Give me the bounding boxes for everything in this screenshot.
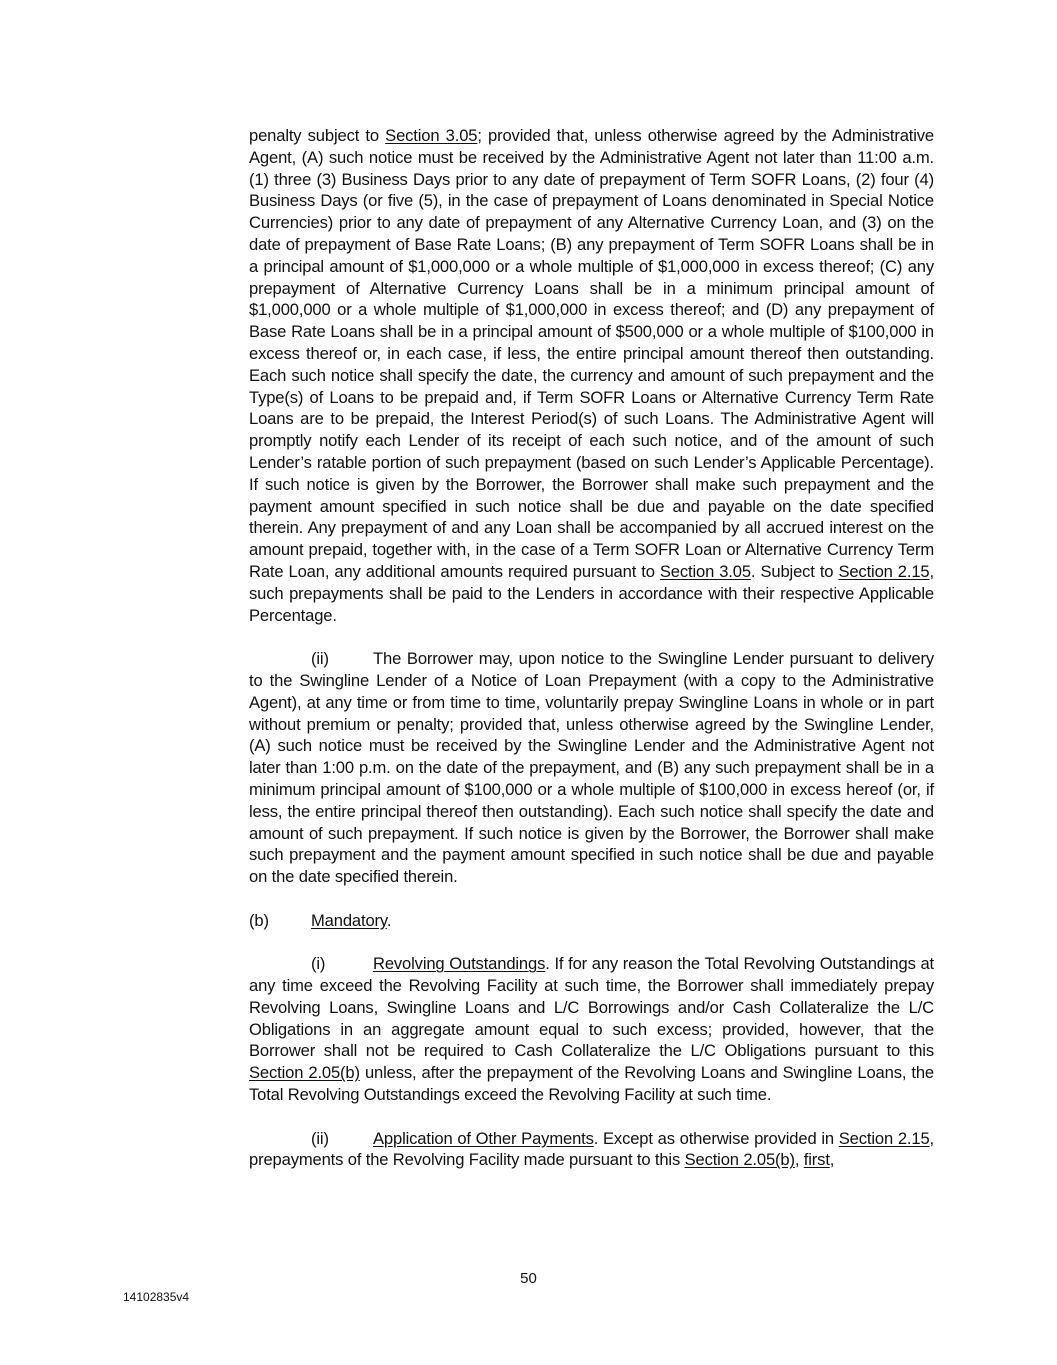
text-span: . If for any reason the Total Revolving Outstandings at any time exceed the Revolving Facility at such time, the Borrower shall immediately prepay Revolving Loans, Swingline Loans and L/C Borrowings and/or Cash Collateralize the L/C Obligations in an aggregate amount equal to such excess; provided, however, that the Borrower shall not be required to Cash Collateralize the L/C Obligations pursuant to this: [249, 954, 934, 1061]
paragraph-application-of-other-payments: [249, 1128, 934, 1172]
clause-number: (ii): [311, 1128, 329, 1148]
document-id: 14102835v4: [123, 1290, 190, 1304]
paragraph-voluntary-prepayment-continued: [249, 125, 934, 626]
text-span: . Subject to: [750, 561, 839, 581]
paragraph-mandatory-heading: [249, 910, 934, 932]
text-span: unless, after the prepayment of the Revolving Loans and Swingline Loans, the Total Revolving Outstandings exceed the Revolving Facility at such time.: [249, 1063, 934, 1105]
text-span: ,: [794, 1150, 804, 1170]
clause-number: (b): [249, 910, 269, 930]
clause-heading: Application of Other Payments: [373, 1128, 594, 1148]
emphasis-term: first: [803, 1150, 830, 1170]
section-reference: Section 3.05: [659, 561, 751, 581]
page-number: 50: [520, 1270, 537, 1287]
text-span: penalty subject to: [249, 126, 386, 145]
text-span: . Except as otherwise provided in: [593, 1128, 839, 1148]
text-span: , such prepayments shall be paid to the Lenders in accordance with their respective Applicable Percentage.: [249, 561, 934, 625]
text-span: ,: [829, 1150, 835, 1170]
clause-heading: Mandatory: [311, 910, 387, 930]
section-reference: Section 2.15: [838, 1128, 930, 1148]
clause-number: (i): [311, 954, 326, 974]
text-span: ; provided that, unless otherwise agreed by the Administrative Agent, (A) such notice must be received by the Administrative Agent not later than 11:00 a.m. (1) three (3) Business Days prior to any date of prepayment of Term SOFR Loans, (2) four (4) Business Days (or five (5), in the case of prepayment of Loans denominated in Special Notice Currencies) prior to any date of prepayment of any Alternative Currency Loan, and (3) on the date of prepayment of Base Rate Loans; (B) any prepayment of Term SOFR Loans shall be in a principal amount of $1,000,000 or a whole multiple of $1,000,000 in excess thereof; (C) any prepayment of Alternative Currency Loans shall be in a minimum principal amount of $1,000,000 or a whole multiple of $1,000,000 in excess thereof; and (D) any prepayment of Base Rate Loans shall be in a principal amount of $500,000 or a whole multiple of $100,000 in excess thereof or, in each case, if less, the entire principal amount thereof then outstanding. Each such notice shall specify the date, the currency and amount of such prepayment and the Type(s) of Loans to be prepaid and, if Term SOFR Loans or Alternative Currency Term Rate Loans are to be prepaid, the Interest Period(s) of such Loans. The Administrative Agent will promptly notify each Lender of its receipt of each such notice, and of the amount of such Lender’s ratable portion of such prepayment (based on such Lender’s Applicable Percentage). If such notice is given by the Borrower, the Borrower shall make such prepayment and the payment amount specified in such notice shall be due and payable on the date specified therein. Any prepayment of and any Loan shall be accompanied by all accrued interest on the amount prepaid, together with, in the case of a Term SOFR Loan or Alternative Currency Term Rate Loan, any additional amounts required pursuant to: [249, 126, 934, 581]
section-reference: Section 2.05(b): [249, 1063, 360, 1083]
clause-heading: Revolving Outstandings: [373, 954, 546, 974]
text-span: .: [386, 910, 392, 930]
text-span: The Borrower may, upon notice to the Swingline Lender pursuant to delivery to the Swingline Lender of a Notice of Loan Prepayment (with a copy to the Administrative Agent), at any time or from time to time, voluntarily prepay Swingline Loans in whole or in part without premium or penalty; provided that, unless otherwise agreed by the Swingline Lender, (A) such notice must be received by the Swingline Lender and the Administrative Agent not later than 1:00 p.m. on the date of the prepayment, and (B) any such prepayment shall be in a minimum principal amount of $100,000 or a whole multiple of $100,000 in excess hereof (or, if less, the entire principal thereof then outstanding). Each such notice shall specify the date and amount of such prepayment. If such notice is given by the Borrower, the Borrower shall make such prepayment and the payment amount specified in such notice shall be due and payable on the date specified therein.: [249, 649, 934, 887]
document-body: [249, 125, 934, 1193]
section-reference: Section 3.05: [385, 126, 478, 145]
section-reference: Section 2.05(b): [684, 1150, 795, 1170]
clause-number: (ii): [311, 649, 329, 669]
paragraph-revolving-outstandings: [249, 953, 934, 1106]
section-reference: Section 2.15: [838, 561, 930, 581]
text-span: , prepayments of the Revolving Facility made pursuant to this: [249, 1128, 934, 1170]
paragraph-swingline-prepayment: [249, 648, 934, 888]
